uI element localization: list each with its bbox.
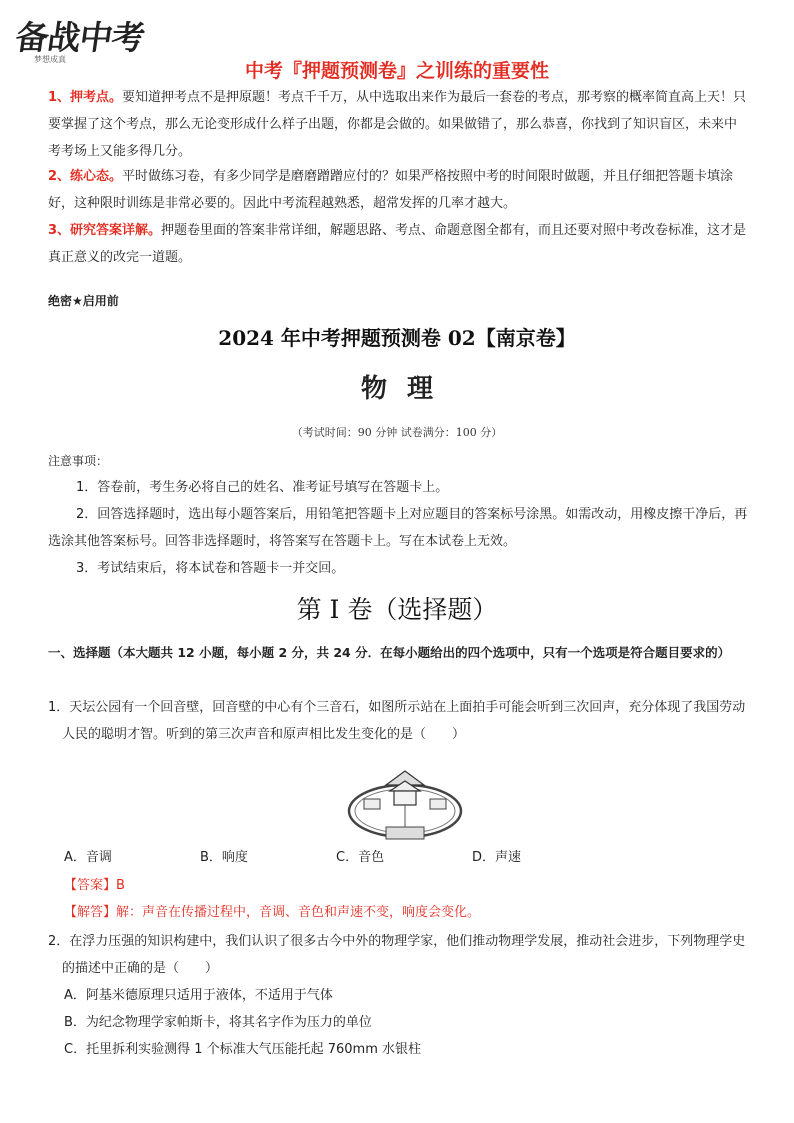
question-2-stem: 2．在浮力压强的知识构建中，我们认识了很多古今中外的物理学家，他们推动物理学发展，推动社会进步，下列物理学史的描述中正确的是（ ） <box>48 934 746 976</box>
option-a[interactable]: A．音调 <box>64 850 112 865</box>
option-c[interactable]: C．音色 <box>336 850 385 865</box>
time-info: （考试时间：90 分钟 试卷满分：100 分） <box>291 426 503 439</box>
question-1-options <box>64 846 744 865</box>
intro-item-3 <box>48 217 748 271</box>
intro-text: 要知道押考点不是押原题！考点千千万，从中选取出来作为最后一套卷的考点，那考察的概率简直高上天！只要掌握了这个考点，那么无论变形成什么样子出题，你都是会做的。如果做错了，那么恭喜，你找到了知识盲区，未来中考考场上又能多得几分。 <box>48 90 747 159</box>
logo-subtitle: 梦想成真 <box>34 55 66 64</box>
intro-label: 2、练心态。 <box>48 169 123 184</box>
banner-title: 中考『押题预测卷』之训练的重要性 <box>244 60 549 82</box>
intro-text: 平时做练习卷，有多少同学是磨磨蹭蹭应付的？如果严格按照中考的时间限时做题，并且仔细把答题卡填涂好，这种限时训练是非常必要的。因此中考流程越熟悉，超常发挥的几率才越大。 <box>48 169 734 211</box>
section-heading: 一、选择题（本大题共 12 小题，每小题 2 分，共 24 分．在每小题给出的四个选项中，只有一个选项是符合题目要求的） <box>48 645 731 660</box>
answer-value: B <box>116 878 125 893</box>
logo-text: 备战中考 <box>12 18 147 57</box>
option-b[interactable]: B．响度 <box>200 850 248 865</box>
option-d[interactable]: D．声速 <box>472 850 522 865</box>
exam-title: 2024 年中考押题预测卷 02【南京卷】 <box>218 326 576 350</box>
notice-3: 3．考试结束后，将本试卷和答题卡一并交回。 <box>76 561 345 576</box>
question-1-stem: 1．天坛公园有一个回音壁，回音壁的中心有个三音石，如图所示站在上面拍手可能会听到三次回声，充分体现了我国劳动人民的聪明才智。听到的第三次声音和原声相比发生变化的是（ ） <box>48 700 746 742</box>
intro-item-2 <box>48 163 748 217</box>
question-2-option-a[interactable]: A．阿基米德原理只适用于液体，不适用于气体 <box>64 988 333 1003</box>
analysis-label: 【解答】 <box>64 905 117 920</box>
notice-1: 1．答卷前，考生务必将自己的姓名、准考证号填写在答题卡上。 <box>76 480 449 495</box>
analysis-text: 解：声音在传播过程中，音调、音色和声速不变，响度会变化。 <box>116 905 481 920</box>
subject-title: 物理 <box>360 374 453 404</box>
intro-text: 押题卷里面的答案非常详细，解题思路、考点、命题意图全都有，而且还要对照中考改卷标准，这才是真正意义的改完一道题。 <box>48 223 747 265</box>
question-1-answer <box>64 874 125 893</box>
intro-label: 1、押考点。 <box>48 90 123 105</box>
question-1-analysis <box>64 901 480 920</box>
secret-mark: 绝密★启用前 <box>48 294 119 308</box>
part-title: 第 I 卷（选择题） <box>296 595 498 624</box>
intro-item-1 <box>48 84 748 165</box>
echo-wall-figure <box>346 763 464 843</box>
notice-2: 2．回答选择题时，选出每小题答案后，用铅笔把答题卡上对应题目的答案标号涂黑。如需改动，用橡皮擦干净后，再选涂其他答案标号。回答非选择题时，将答案写在答题卡上。写在本试卷上无效。 <box>48 507 748 549</box>
answer-label: 【答案】 <box>64 878 117 893</box>
question-2-option-c[interactable]: C．托里拆利实验测得 1 个标准大气压能托起 760mm 水银柱 <box>64 1042 422 1057</box>
notice-heading: 注意事项： <box>48 454 109 468</box>
question-2-option-b[interactable]: B．为纪念物理学家帕斯卡，将其名字作为压力的单位 <box>64 1015 372 1030</box>
intro-label: 3、研究答案详解。 <box>48 223 162 238</box>
